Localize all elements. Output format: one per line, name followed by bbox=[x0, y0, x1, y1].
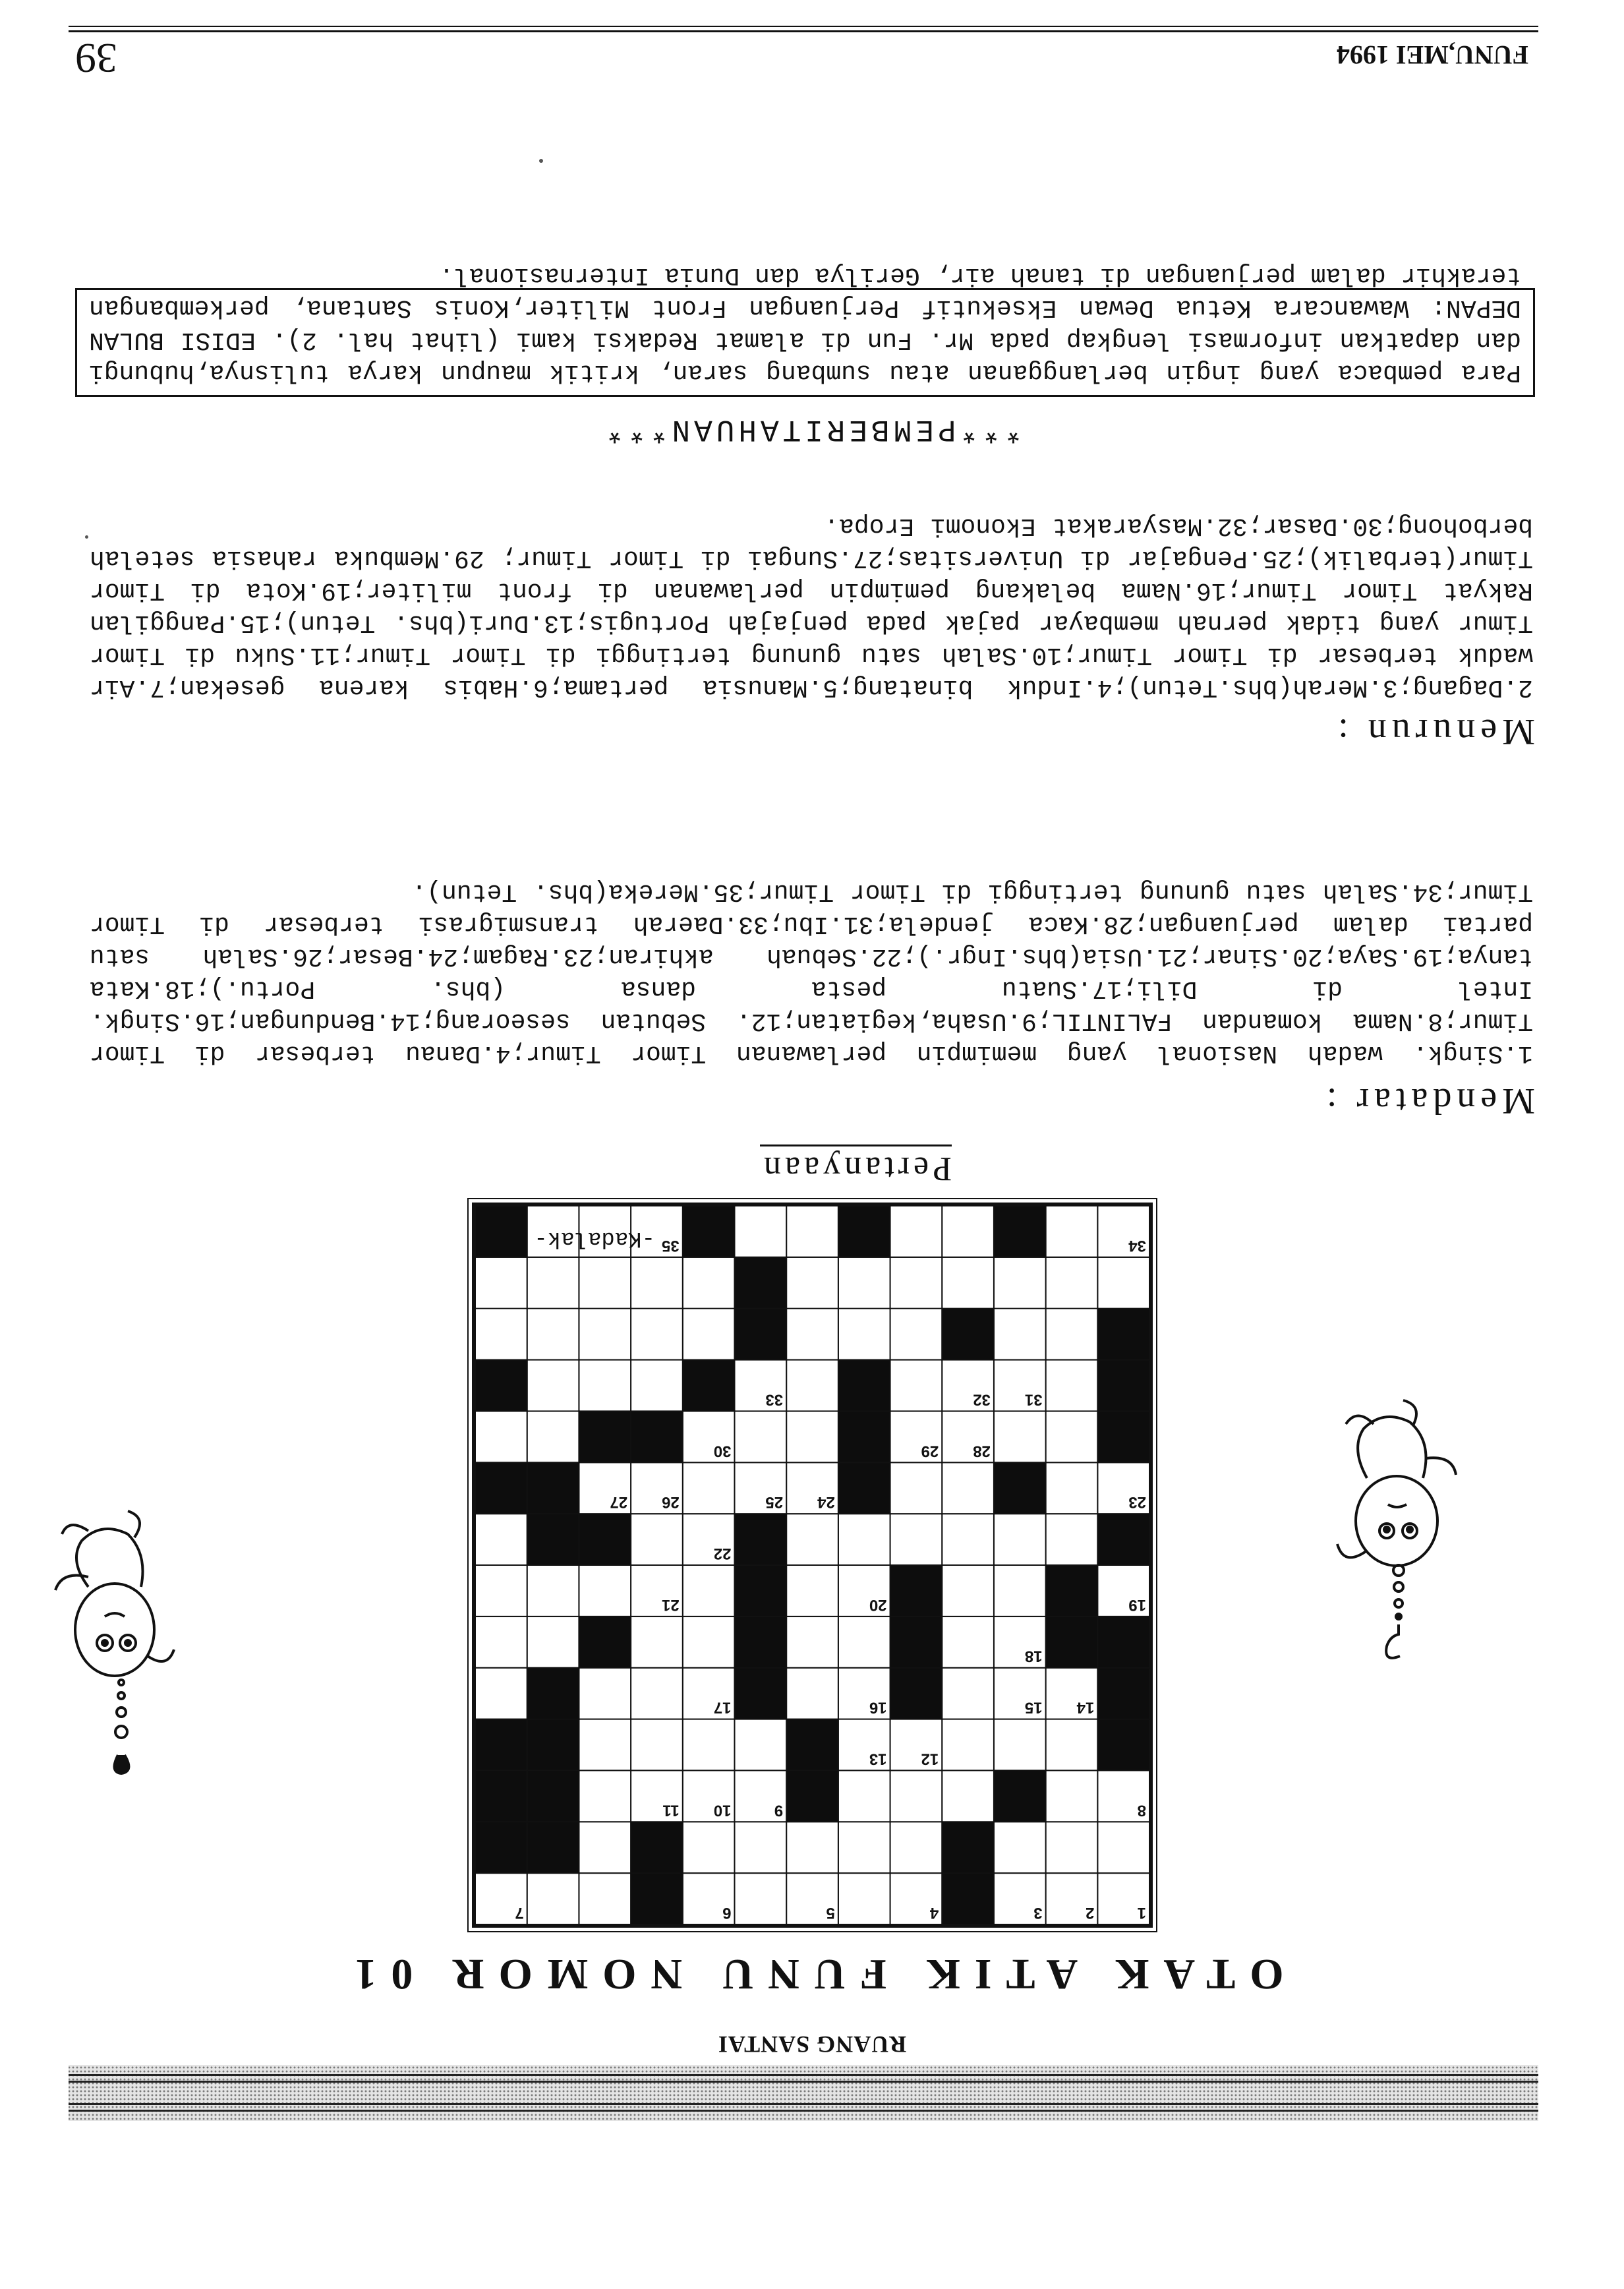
grid-block-cell bbox=[1097, 1719, 1149, 1771]
grid-cell[interactable] bbox=[838, 1257, 890, 1309]
clue-number: 26 bbox=[662, 1493, 680, 1512]
grid-cell[interactable] bbox=[475, 1309, 527, 1360]
grid-cell[interactable] bbox=[994, 1411, 1046, 1462]
grid-block-cell bbox=[475, 1462, 527, 1514]
grid-cell[interactable] bbox=[838, 1617, 890, 1668]
clue-number: 2 bbox=[1085, 1904, 1095, 1922]
grid-cell[interactable] bbox=[734, 1873, 786, 1924]
notice-heading: ***PEMBERITAHUAN*** bbox=[601, 412, 1023, 446]
grid-cell[interactable] bbox=[1097, 1257, 1149, 1309]
grid-block-cell bbox=[527, 1462, 579, 1514]
mendatar-clues: 1.Singk. wadah Nasional yang memimpin perlawanan Timor Timur;4.Danau terbesar di Timor Timur;8.Nama komandan FALINTIL;9.Usaha,kegiatan;12. Sebutan seseorang;14.Bendungan;16.Singk. Intel di Dili;17.Suatu pesta dansa (bhs. Portu.);18.Kata tanya;19.Saya;20.Sinar;21.Usia(bhs.Ingr.);22.Sebuah akhiran;23.Ragam;24.Besar;26.Salah satu partai dalam perjuangan;28.Kaca jendela;31.Ibu;33.Daerah transmigrasi terbesar di Timor Timur;34.Salah satu gunung tertinggi di Timor Timur;35.Mereka(bhs. Tetun). bbox=[90, 877, 1533, 1067]
clue-number: 7 bbox=[515, 1904, 524, 1922]
grid-block-cell bbox=[994, 1770, 1046, 1822]
grid-cell[interactable] bbox=[1046, 1257, 1098, 1309]
clue-number: 1 bbox=[1137, 1904, 1146, 1922]
grid-block-cell bbox=[890, 1668, 942, 1719]
menurun-clues: 2.Dagang;3.Merah(bhs.Tetun);4.Induk binatang;5.Manusia pertama;6.Habis karena gesekan;7.Air waduk terbesar di Timor Timur;10.Salah satu gunung tertinggi di Timor Timur;11.Suku di Timor Timur yang tidak pernah membayar pajak pada penjajah Portugis;13.Duri(bhs. Tetun);15.Panggilan Rakyat Timor Timur;16.Nama belakang pemimpin perlawanan di front militer;19.Kota di Timor Timur(terbalik);25.Pengajar di Universitas;27.Sungai di Timor Timur; 29.Membuka rahasia setelah berbohong;30.Dasar;32.Masyarakat Ekonomi Eropa. bbox=[90, 512, 1533, 701]
grid-cell[interactable] bbox=[475, 1617, 527, 1668]
clue-number: 32 bbox=[973, 1390, 991, 1409]
clue-number: 30 bbox=[713, 1442, 732, 1460]
grid-block-cell bbox=[838, 1411, 890, 1462]
grid-block-cell bbox=[579, 1617, 631, 1668]
grid-cell[interactable] bbox=[631, 1719, 683, 1771]
clue-number: 29 bbox=[921, 1442, 939, 1460]
grid-cell[interactable] bbox=[527, 1309, 579, 1360]
grid-block-cell bbox=[631, 1873, 683, 1924]
grid-cell[interactable] bbox=[786, 1617, 838, 1668]
clue-number: 16 bbox=[869, 1698, 887, 1717]
clue-number: 31 bbox=[1024, 1390, 1043, 1409]
clue-number: 27 bbox=[610, 1493, 628, 1512]
grid-cell[interactable] bbox=[631, 1617, 683, 1668]
grid-cell[interactable] bbox=[579, 1257, 631, 1309]
grid-cell[interactable] bbox=[994, 1309, 1046, 1360]
grid-cell[interactable] bbox=[475, 1668, 527, 1719]
grid-block-cell bbox=[683, 1360, 735, 1412]
grid-cell[interactable] bbox=[1097, 1822, 1149, 1873]
grid-cell[interactable] bbox=[734, 1719, 786, 1771]
grid-cell[interactable] bbox=[890, 1257, 942, 1309]
grid-block-cell bbox=[527, 1770, 579, 1822]
clue-number: 6 bbox=[722, 1904, 732, 1922]
grid-cell[interactable] bbox=[631, 1309, 683, 1360]
mendatar-heading: Mendatar : bbox=[1321, 1081, 1535, 1121]
grid-block-cell bbox=[786, 1719, 838, 1771]
grid-cell[interactable] bbox=[683, 1719, 735, 1771]
grid-cell[interactable] bbox=[838, 1309, 890, 1360]
grid-block-cell bbox=[734, 1309, 786, 1360]
grid-cell[interactable] bbox=[838, 1822, 890, 1873]
cartoon-left bbox=[42, 1498, 187, 1775]
clue-number: 15 bbox=[1024, 1698, 1043, 1717]
grid-cell[interactable] bbox=[942, 1565, 994, 1617]
grid-cell[interactable] bbox=[838, 1873, 890, 1924]
grid-block-cell bbox=[631, 1822, 683, 1873]
grid-cell[interactable] bbox=[475, 1411, 527, 1462]
grid-cell[interactable] bbox=[890, 1309, 942, 1360]
grid-cell[interactable] bbox=[527, 1360, 579, 1412]
grid-block-cell bbox=[631, 1411, 683, 1462]
grid-cell[interactable] bbox=[890, 1770, 942, 1822]
clue-number: 9 bbox=[774, 1801, 784, 1820]
grid-cell[interactable] bbox=[527, 1411, 579, 1462]
band-rule-bottom-inner bbox=[69, 2081, 1538, 2083]
band-rule-bottom bbox=[69, 2074, 1538, 2076]
grid-cell[interactable] bbox=[1046, 1309, 1098, 1360]
notice-text: Para pembaca yang ingin berlangganan atau sumbang saran, kritik maupun karya tulisnya,hubungi dan dapatkan informasi lengkap pada Mr. Fun di alamat Redaksi kami (lihat hal. 2). EDISI BULAN DEPAN: Wawancara Ketua Dewan Eksekutif Perjuangan Front Militer,Konis Santana, perkembangan terakhir dalam perjuangan di tanah air, Gerilya dan Dunia Internasional. bbox=[89, 261, 1521, 386]
grid-block-cell bbox=[1097, 1360, 1149, 1412]
grid-block-cell bbox=[734, 1257, 786, 1309]
grid-block-cell bbox=[734, 1565, 786, 1617]
grid-cell[interactable] bbox=[579, 1770, 631, 1822]
grid-cell[interactable] bbox=[942, 1514, 994, 1565]
grid-cell[interactable] bbox=[631, 1257, 683, 1309]
clue-number: 33 bbox=[765, 1390, 784, 1409]
band-rule-top-inner bbox=[69, 2103, 1538, 2105]
grid-cell[interactable] bbox=[475, 1514, 527, 1565]
grid-block-cell bbox=[890, 1565, 942, 1617]
grid-cell[interactable] bbox=[683, 1617, 735, 1668]
grid-cell[interactable] bbox=[786, 1309, 838, 1360]
clue-number: 3 bbox=[1033, 1904, 1043, 1922]
header-band bbox=[69, 2065, 1538, 2121]
grid-cell[interactable] bbox=[942, 1206, 994, 1257]
grid-cell[interactable] bbox=[683, 1462, 735, 1514]
clue-number: 21 bbox=[662, 1595, 680, 1614]
grid-cell[interactable] bbox=[942, 1462, 994, 1514]
clue-number: 23 bbox=[1128, 1493, 1146, 1512]
puzzle-title: OTAK ATIK FUNU NOMOR 01 bbox=[340, 1950, 1284, 1998]
grid-cell[interactable] bbox=[994, 1822, 1046, 1873]
grid-cell[interactable] bbox=[579, 1309, 631, 1360]
grid-block-cell bbox=[475, 1822, 527, 1873]
grid-cell[interactable] bbox=[786, 1257, 838, 1309]
grid-block-cell bbox=[786, 1770, 838, 1822]
grid-cell[interactable] bbox=[683, 1565, 735, 1617]
cartoon-right bbox=[1327, 1392, 1472, 1669]
clue-number: 12 bbox=[921, 1750, 939, 1768]
grid-cell[interactable] bbox=[890, 1462, 942, 1514]
grid-block-cell bbox=[994, 1206, 1046, 1257]
grid-block-cell bbox=[994, 1462, 1046, 1514]
grid-block-cell bbox=[942, 1873, 994, 1924]
clue-number: 24 bbox=[817, 1493, 835, 1512]
grid-cell[interactable] bbox=[579, 1873, 631, 1924]
clue-number: 34 bbox=[1128, 1236, 1146, 1255]
grid-block-cell bbox=[838, 1206, 890, 1257]
clue-number: 13 bbox=[869, 1750, 887, 1768]
clue-number: 17 bbox=[713, 1698, 732, 1717]
clue-number: 28 bbox=[973, 1442, 991, 1460]
grid-cell[interactable] bbox=[994, 1257, 1046, 1309]
grid-cell[interactable] bbox=[838, 1770, 890, 1822]
grid-block-cell bbox=[527, 1719, 579, 1771]
grid-cell[interactable] bbox=[527, 1565, 579, 1617]
grid-block-cell bbox=[734, 1514, 786, 1565]
grid-cell[interactable] bbox=[890, 1360, 942, 1412]
grid-cell[interactable] bbox=[1046, 1770, 1098, 1822]
cartoon-thinking-icon bbox=[42, 1498, 187, 1775]
grid-block-cell bbox=[890, 1617, 942, 1668]
crossword-grid bbox=[472, 1203, 1153, 1928]
grid-block-cell bbox=[1097, 1617, 1149, 1668]
grid-cell[interactable] bbox=[475, 1565, 527, 1617]
grid-cell[interactable] bbox=[527, 1257, 579, 1309]
clue-number: 19 bbox=[1128, 1595, 1146, 1614]
clue-number: 18 bbox=[1024, 1647, 1043, 1665]
grid-cell[interactable] bbox=[1046, 1822, 1098, 1873]
grid-cell[interactable] bbox=[786, 1411, 838, 1462]
grid-block-cell bbox=[579, 1411, 631, 1462]
grid-cell[interactable] bbox=[942, 1257, 994, 1309]
grid-cell[interactable] bbox=[579, 1822, 631, 1873]
grid-cell[interactable] bbox=[527, 1873, 579, 1924]
grid-block-cell bbox=[527, 1668, 579, 1719]
cartoon-question-icon bbox=[1327, 1392, 1472, 1669]
menurun-heading: Menurun : bbox=[1333, 711, 1535, 752]
grid-cell[interactable] bbox=[890, 1206, 942, 1257]
grid-cell[interactable] bbox=[631, 1514, 683, 1565]
grid-cell[interactable] bbox=[786, 1668, 838, 1719]
grid-block-cell bbox=[475, 1719, 527, 1771]
grid-cell[interactable] bbox=[631, 1360, 683, 1412]
grid-cell[interactable] bbox=[890, 1822, 942, 1873]
grid-block-cell bbox=[683, 1206, 735, 1257]
scan-speck bbox=[85, 535, 88, 539]
band-rule-top bbox=[69, 2110, 1538, 2112]
grid-cell[interactable] bbox=[734, 1206, 786, 1257]
footer-rule-thin bbox=[69, 26, 1538, 27]
grid-block-cell bbox=[475, 1360, 527, 1412]
grid-cell[interactable] bbox=[683, 1257, 735, 1309]
grid-block-cell bbox=[838, 1462, 890, 1514]
notice-box bbox=[75, 261, 1535, 397]
grid-cell[interactable] bbox=[942, 1617, 994, 1668]
grid-block-cell bbox=[1046, 1565, 1098, 1617]
clue-number: 20 bbox=[869, 1595, 887, 1614]
grid-cell[interactable] bbox=[683, 1309, 735, 1360]
grid-cell[interactable] bbox=[734, 1411, 786, 1462]
page-number: 39 bbox=[75, 35, 117, 82]
grid-cell[interactable] bbox=[786, 1822, 838, 1873]
clue-number: 11 bbox=[662, 1801, 680, 1820]
grid-block-cell bbox=[527, 1822, 579, 1873]
grid-cell[interactable] bbox=[994, 1514, 1046, 1565]
grid-cell[interactable] bbox=[579, 1719, 631, 1771]
grid-cell[interactable] bbox=[786, 1514, 838, 1565]
puzzle-credit: -Kadalak- bbox=[534, 1226, 655, 1251]
grid-cell[interactable] bbox=[838, 1514, 890, 1565]
grid-cell[interactable] bbox=[786, 1565, 838, 1617]
grid-cell[interactable] bbox=[734, 1822, 786, 1873]
grid-block-cell bbox=[734, 1668, 786, 1719]
grid-cell[interactable] bbox=[1046, 1411, 1098, 1462]
section-label: RUANG SANTAI bbox=[717, 2031, 907, 2058]
footer-rule bbox=[69, 30, 1538, 32]
grid-cell[interactable] bbox=[1046, 1206, 1098, 1257]
grid-cell[interactable] bbox=[579, 1565, 631, 1617]
grid-block-cell bbox=[1046, 1617, 1098, 1668]
scan-speck bbox=[539, 159, 543, 163]
grid-block-cell bbox=[527, 1514, 579, 1565]
grid-cell[interactable] bbox=[631, 1668, 683, 1719]
grid-cell[interactable] bbox=[527, 1617, 579, 1668]
grid-cell[interactable] bbox=[1046, 1360, 1098, 1412]
grid-block-cell bbox=[942, 1309, 994, 1360]
grid-block-cell bbox=[579, 1514, 631, 1565]
grid-block-cell bbox=[1097, 1514, 1149, 1565]
grid-block-cell bbox=[1097, 1668, 1149, 1719]
grid-cell[interactable] bbox=[475, 1257, 527, 1309]
publication-issue: FUNU,MEI 1994 bbox=[1336, 40, 1528, 70]
grid-cell[interactable] bbox=[890, 1514, 942, 1565]
grid-cell[interactable] bbox=[994, 1565, 1046, 1617]
grid-cell[interactable] bbox=[942, 1770, 994, 1822]
grid-cell[interactable] bbox=[1046, 1719, 1098, 1771]
clue-number: 25 bbox=[765, 1493, 784, 1512]
grid-cell[interactable] bbox=[786, 1360, 838, 1412]
grid-cell[interactable] bbox=[786, 1206, 838, 1257]
grid-cell[interactable] bbox=[683, 1822, 735, 1873]
clue-number: 8 bbox=[1137, 1801, 1146, 1820]
grid-cell[interactable] bbox=[942, 1719, 994, 1771]
crossword-svg bbox=[475, 1206, 1149, 1924]
grid-cell[interactable] bbox=[1046, 1514, 1098, 1565]
grid-cell[interactable] bbox=[942, 1668, 994, 1719]
grid-block-cell bbox=[1097, 1309, 1149, 1360]
dotted-band-pattern bbox=[69, 2065, 1538, 2121]
clue-number: 35 bbox=[662, 1236, 680, 1255]
grid-block-cell bbox=[475, 1770, 527, 1822]
clue-number: 14 bbox=[1076, 1698, 1095, 1717]
grid-cell[interactable] bbox=[994, 1719, 1046, 1771]
grid-cell[interactable] bbox=[1046, 1462, 1098, 1514]
grid-cell[interactable] bbox=[579, 1668, 631, 1719]
grid-block-cell bbox=[734, 1617, 786, 1668]
grid-block-cell bbox=[838, 1360, 890, 1412]
grid-block-cell bbox=[942, 1822, 994, 1873]
grid-cell[interactable] bbox=[579, 1360, 631, 1412]
questions-heading: Pertanyaan bbox=[760, 1144, 952, 1188]
grid-block-cell bbox=[1097, 1411, 1149, 1462]
clue-number: 22 bbox=[713, 1545, 732, 1562]
clue-number: 5 bbox=[826, 1904, 835, 1922]
clue-number: 10 bbox=[713, 1801, 732, 1820]
grid-block-cell bbox=[475, 1206, 527, 1257]
clue-number: 4 bbox=[929, 1904, 939, 1922]
